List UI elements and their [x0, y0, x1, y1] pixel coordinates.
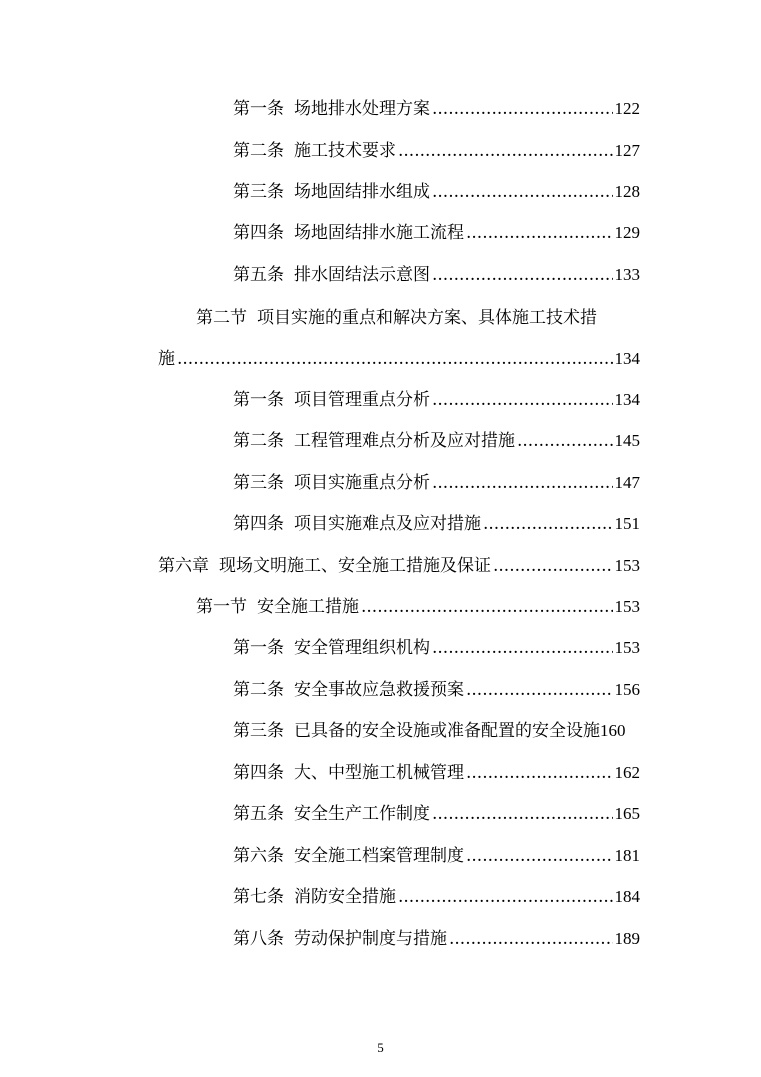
toc-leader-dots — [432, 98, 613, 120]
toc-entry[interactable] — [233, 140, 640, 162]
toc-entry-title: 场地排水处理方案 — [294, 99, 430, 119]
toc-entry-title: 施 — [158, 349, 175, 369]
toc-leader-dots — [493, 555, 613, 577]
toc-leader-dots — [432, 637, 613, 659]
toc-entry[interactable] — [233, 637, 640, 659]
toc-entry[interactable] — [233, 886, 640, 908]
toc-entry-number: 第一条 — [233, 390, 284, 410]
toc-leader-dots — [466, 845, 613, 867]
toc-leader-dots — [432, 264, 613, 286]
toc-entry-page: 134 — [614, 390, 640, 409]
toc-entry-title: 安全施工档案管理制度 — [294, 846, 464, 866]
toc-entry-title: 项目实施重点分析 — [294, 473, 430, 493]
toc-entry-title: 项目管理重点分析 — [294, 390, 430, 410]
toc-entry-title: 已具备的安全设施或准备配置的安全设施 — [294, 721, 600, 741]
toc-entry-page: 160 — [600, 721, 626, 740]
toc-entry-page: 153 — [614, 556, 640, 575]
toc-entry-number: 第三条 — [233, 721, 284, 741]
toc-entry-number: 第五条 — [233, 265, 284, 285]
toc-entry[interactable] — [233, 264, 640, 286]
toc-entry-continuation[interactable] — [158, 348, 640, 370]
toc-entry-number: 第二条 — [233, 141, 284, 161]
toc-entry-number: 第三条 — [233, 473, 284, 493]
toc-entry[interactable] — [233, 513, 640, 535]
toc-leader-dots — [398, 140, 613, 162]
toc-entry-title: 工程管理难点分析及应对措施 — [294, 431, 515, 451]
toc-entry-number: 第三条 — [233, 182, 284, 202]
toc-entry-number: 第四条 — [233, 763, 284, 783]
toc-entry-title: 安全生产工作制度 — [294, 804, 430, 824]
toc-entry-number: 第六章 — [158, 556, 209, 576]
toc-entry-number: 第四条 — [233, 514, 284, 534]
toc-entry-title: 场地固结排水组成 — [294, 182, 430, 202]
toc-leader-dots — [466, 222, 613, 244]
toc-entry-title: 安全管理组织机构 — [294, 638, 430, 658]
toc-entry-page: 128 — [614, 182, 640, 201]
toc-entry-number: 第二条 — [233, 680, 284, 700]
toc-entry-page: 156 — [614, 680, 640, 699]
toc-entry-page: 127 — [614, 141, 640, 160]
toc-entry[interactable] — [233, 222, 640, 244]
toc-leader-dots — [432, 472, 613, 494]
toc-entry-title: 消防安全措施 — [294, 887, 396, 907]
toc-entry[interactable] — [233, 720, 661, 742]
toc-entry[interactable] — [233, 845, 640, 867]
toc-entry[interactable] — [233, 928, 640, 950]
toc-entry-number: 第四条 — [233, 223, 284, 243]
toc-entry-title: 安全事故应急救援预案 — [294, 680, 464, 700]
toc-entry-page: 122 — [614, 99, 640, 118]
toc-entry-page: 134 — [614, 349, 640, 368]
toc-entry-page: 162 — [614, 763, 640, 782]
toc-entry-number: 第六条 — [233, 846, 284, 866]
toc-entry-number: 第七条 — [233, 887, 284, 907]
toc-entry-page: 153 — [614, 638, 640, 657]
toc-entry[interactable] — [233, 762, 640, 784]
toc-entry-title: 排水固结法示意图 — [294, 265, 430, 285]
toc-entry-section[interactable] — [196, 596, 640, 618]
page-number-footer: 5 — [377, 1040, 384, 1055]
toc-entry-number: 第一节 — [196, 597, 247, 617]
toc-entry-title: 项目实施的重点和解决方案、具体施工技术措 — [257, 308, 597, 328]
toc-entry-title: 大、中型施工机械管理 — [294, 763, 464, 783]
toc-entry-page: 181 — [614, 846, 640, 865]
toc-entry[interactable] — [233, 472, 640, 494]
toc-entry[interactable] — [233, 803, 640, 825]
toc-entry-page: 147 — [614, 473, 640, 492]
toc-entry-number: 第一条 — [233, 99, 284, 119]
toc-entry-number: 第二节 — [196, 308, 247, 328]
toc-entry-title: 现场文明施工、安全施工措施及保证 — [219, 556, 491, 576]
toc-entry[interactable] — [233, 679, 640, 701]
toc-entry-section[interactable] — [196, 307, 640, 329]
toc-leader-dots — [361, 596, 613, 618]
toc-leader-dots — [466, 762, 613, 784]
toc-leader-dots — [466, 679, 613, 701]
toc-entry[interactable] — [233, 181, 640, 203]
toc-entry-page: 184 — [614, 887, 640, 906]
toc-leader-dots — [177, 348, 613, 370]
toc-entry[interactable] — [233, 389, 640, 411]
toc-leader-dots — [483, 513, 613, 535]
toc-entry-page: 165 — [614, 804, 640, 823]
toc-entry-title: 场地固结排水施工流程 — [294, 223, 464, 243]
toc-entry-title: 安全施工措施 — [257, 597, 359, 617]
toc-entry-number: 第五条 — [233, 804, 284, 824]
toc-entry-title: 劳动保护制度与措施 — [294, 929, 447, 949]
toc-entry-title: 施工技术要求 — [294, 141, 396, 161]
toc-entry[interactable] — [233, 430, 640, 452]
toc-entry-number: 第一条 — [233, 638, 284, 658]
toc-entry-page: 151 — [614, 514, 640, 533]
toc-entry-page: 145 — [614, 431, 640, 450]
toc-entry[interactable] — [233, 98, 640, 120]
toc-entry-number: 第二条 — [233, 431, 284, 451]
toc-leader-dots — [432, 389, 613, 411]
toc-entry-page: 153 — [614, 597, 640, 616]
toc-leader-dots — [432, 181, 613, 203]
toc-leader-dots — [432, 803, 613, 825]
toc-leader-dots — [449, 928, 613, 950]
toc-entry-page: 189 — [614, 929, 640, 948]
toc-entry-page: 129 — [614, 223, 640, 242]
toc-entry-chapter[interactable] — [158, 555, 640, 577]
toc-leader-dots — [398, 886, 613, 908]
toc-entry-page: 133 — [614, 265, 640, 284]
toc-entry-number: 第八条 — [233, 929, 284, 949]
toc-leader-dots — [517, 430, 613, 452]
toc-entry-title: 项目实施难点及应对措施 — [294, 514, 481, 534]
